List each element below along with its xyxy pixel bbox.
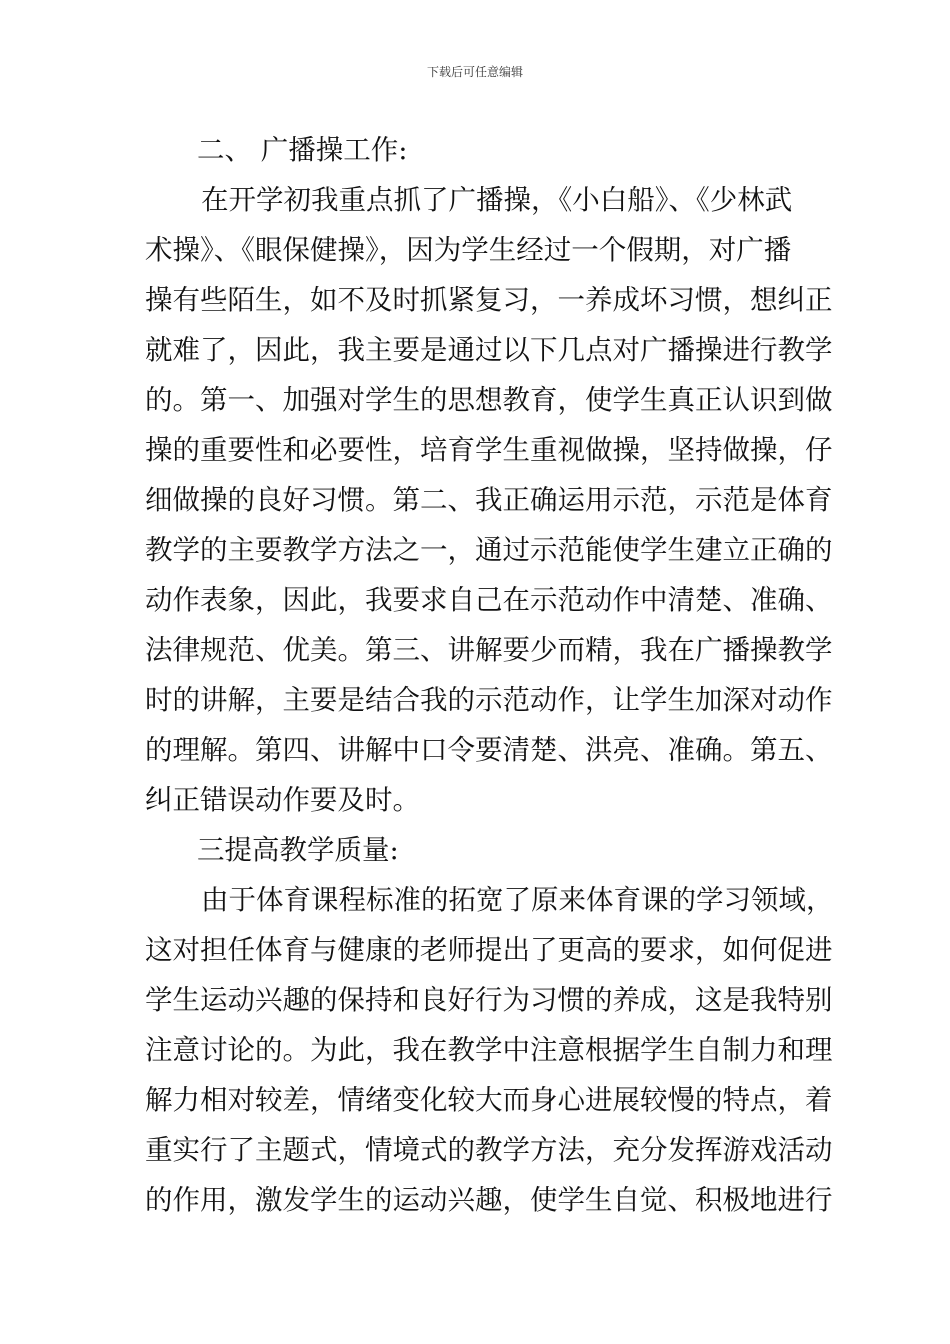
paragraph-line: 这对担任体育与健康的老师提出了更高的要求，如何促进 (145, 934, 833, 966)
paragraph-line: 法律规范、优美。第三、讲解要少而精，我在广播操教学 (145, 634, 833, 666)
paragraph-line: 学生运动兴趣的保持和良好行为习惯的养成，这是我特别 (145, 984, 833, 1016)
section-heading-teaching-quality: 三提高教学质量: (197, 834, 399, 866)
paragraph-line: 细做操的良好习惯。第二、我正确运用示范，示范是体育 (145, 484, 833, 516)
page-header: 下载后可任意编辑 (426, 65, 523, 79)
paragraph-line: 操有些陌生，如不及时抓紧复习，一养成坏习惯，想纠正 (145, 284, 833, 316)
paragraph-line: 的作用，激发学生的运动兴趣，使学生自觉、积极地进行 (145, 1184, 833, 1216)
paragraph-line: 时的讲解，主要是结合我的示范动作，让学生加深对动作 (145, 684, 833, 716)
paragraph-line: 重实行了主题式，情境式的教学方法，充分发挥游戏活动 (145, 1134, 833, 1166)
paragraph-line: 操的重要性和必要性，培育学生重视做操，坚持做操，仔 (145, 434, 833, 466)
paragraph-line: 纠正错误动作要及时。 (145, 784, 420, 816)
paragraph-line: 解力相对较差，情绪变化较大而身心进展较慢的特点，着 (145, 1084, 833, 1116)
paragraph-line: 的理解。第四、讲解中口令要清楚、洪亮、准确。第五、 (145, 734, 833, 766)
paragraph-line: 教学的主要教学方法之一，通过示范能使学生建立正确的 (145, 534, 833, 566)
paragraph-line: 的。第一、加强对学生的思想教育，使学生真正认识到做 (145, 384, 833, 416)
paragraph-line: 术操》、《眼保健操》，因为学生经过一个假期，对广播 (145, 234, 792, 266)
paragraph-line: 在开学初我重点抓了广播操，《小白船》、《少林武 (201, 184, 793, 216)
section-heading-broadcast-exercise: 二、 广播操工作: (197, 134, 408, 166)
paragraph-line: 就难了，因此，我主要是通过以下几点对广播操进行教学 (145, 334, 833, 366)
paragraph-line: 动作表象，因此，我要求自己在示范动作中清楚、准确、 (145, 584, 833, 616)
paragraph-line: 由于体育课程标准的拓宽了原来体育课的学习领域， (201, 884, 834, 916)
paragraph-line: 注意讨论的。为此，我在教学中注意根据学生自制力和理 (145, 1034, 833, 1066)
